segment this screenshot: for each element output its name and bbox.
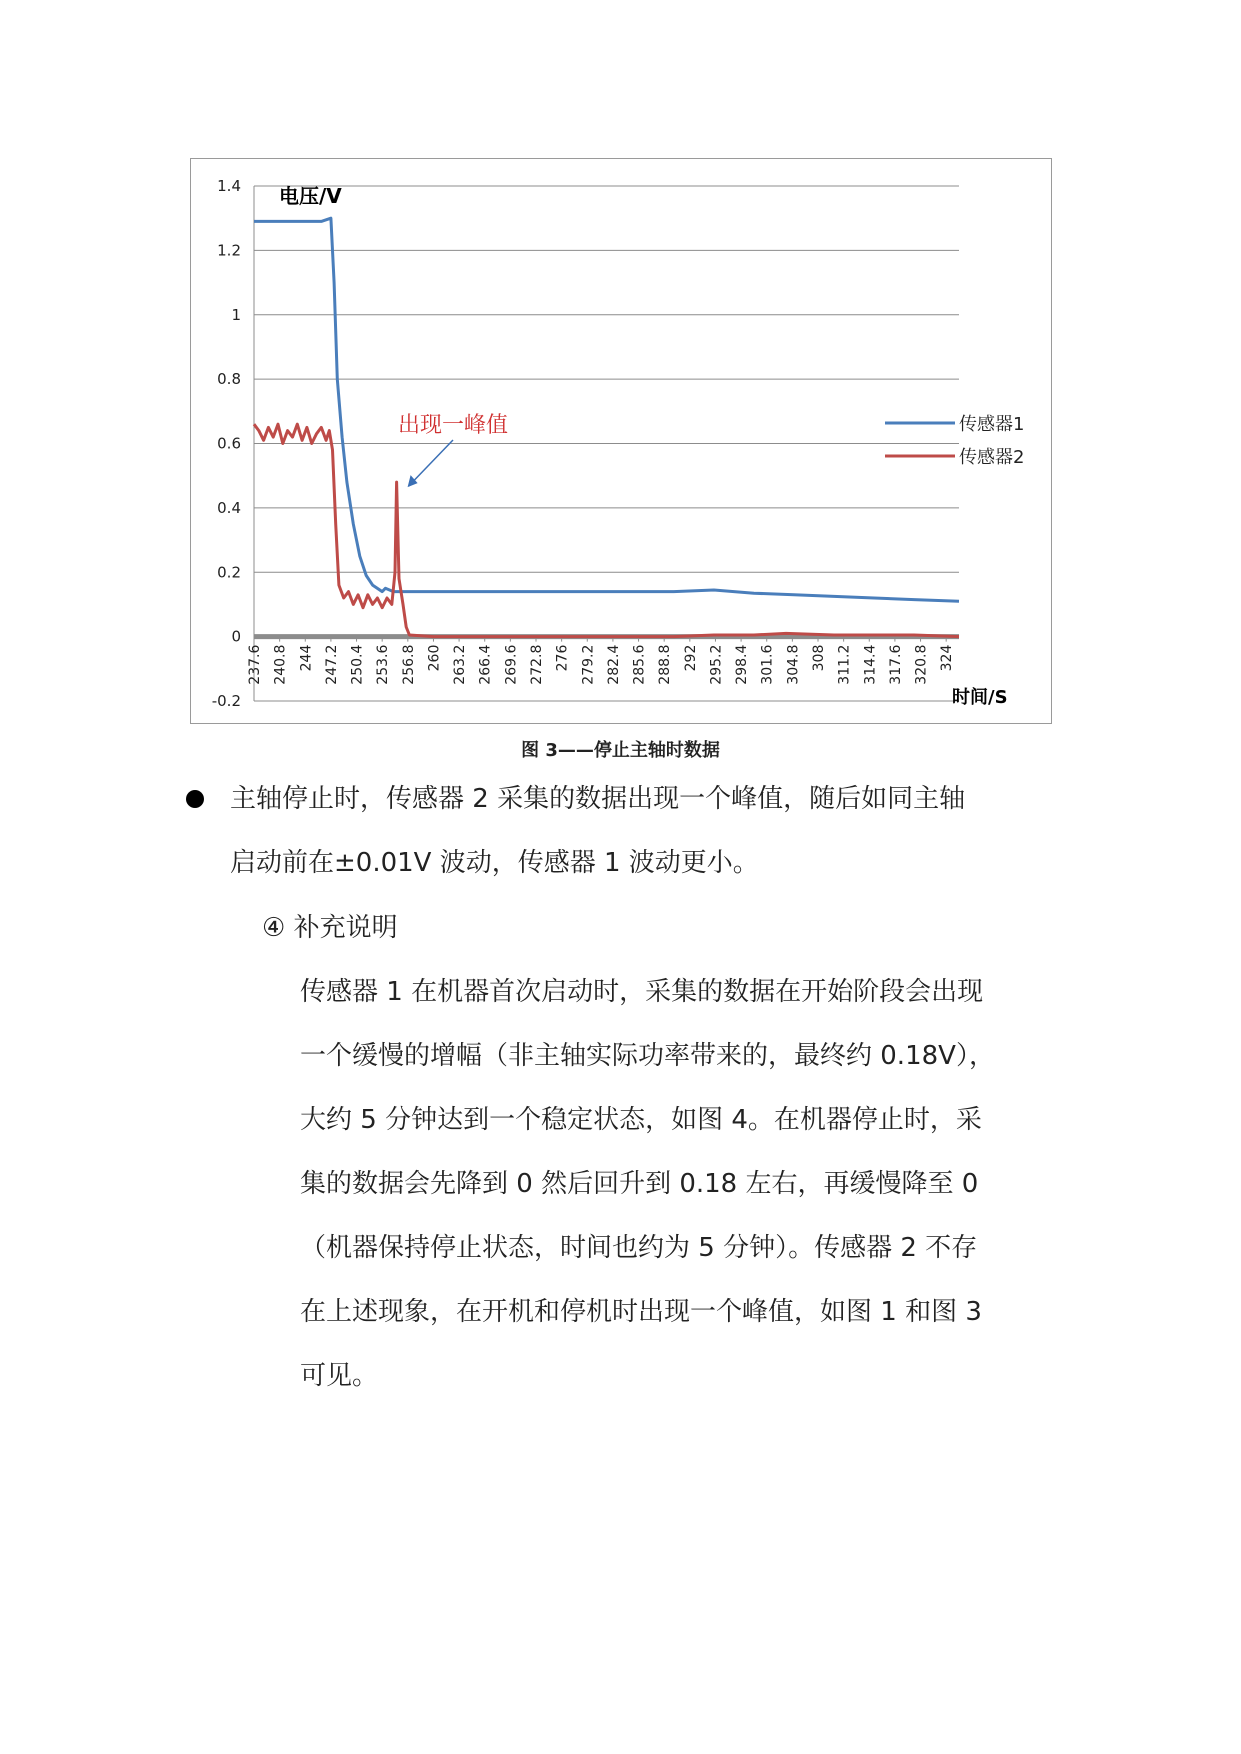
- annotation-arrow-line: [409, 440, 453, 486]
- x-tick-label: 304.8: [785, 644, 802, 685]
- y-tick-label: 1.2: [217, 241, 241, 260]
- x-tick-label: 240.8: [272, 644, 289, 685]
- x-tick-label: 237.6: [247, 644, 263, 685]
- x-tick-label: 266.4: [477, 644, 494, 685]
- series-line-2: [254, 424, 959, 636]
- y-tick-label: 1: [231, 305, 241, 324]
- body-line-4: 集的数据会先降到 0 然后回升到 0.18 左右，再缓慢降至 0: [300, 1169, 979, 1199]
- x-tick-label: 256.8: [400, 644, 417, 685]
- x-tick-label: 301.6: [759, 644, 776, 685]
- x-tick-label: 317.6: [887, 644, 904, 685]
- body-line-1: 传感器 1 在机器首次启动时，采集的数据在开始阶段会出现: [300, 977, 984, 1007]
- body-line-7: 可见。: [300, 1361, 379, 1391]
- x-tick-label: 247.2: [323, 644, 340, 685]
- bullet-line-1: 主轴停止时，传感器 2 采集的数据出现一个峰值，随后如同主轴: [230, 784, 966, 814]
- body-line-6: 在上述现象，在开机和停机时出现一个峰值，如图 1 和图 3: [300, 1297, 982, 1327]
- x-tick-label: 272.8: [529, 644, 545, 685]
- x-axis-title: 时间/S: [952, 687, 1008, 708]
- peak-annotation: 出现一峰值: [398, 413, 509, 438]
- y-tick-label: 1.4: [217, 177, 241, 195]
- y-tick-label: -0.2: [211, 692, 241, 710]
- x-tick-label: 308: [811, 644, 827, 672]
- annotation-arrowhead: [408, 475, 418, 487]
- y-tick-label: 0.4: [217, 498, 241, 517]
- x-tick-label: 253.6: [375, 644, 392, 685]
- figure-caption: 图 3——停止主轴时数据: [521, 740, 720, 761]
- x-tick-label: 314.4: [862, 644, 879, 685]
- body-line-5: （机器保持停止状态，时间也约为 5 分钟）。传感器 2 不存: [300, 1233, 978, 1263]
- x-tick-label: 279.2: [580, 644, 597, 685]
- x-tick-label: 263.2: [452, 644, 469, 685]
- x-tick-label: 285.6: [631, 644, 648, 685]
- y-tick-label: 0: [231, 627, 241, 646]
- bullet-icon: [186, 790, 204, 808]
- x-tick-label: 244: [298, 644, 315, 672]
- legend-label-2: 传感器2: [959, 447, 1025, 468]
- y-tick-label: 0.8: [217, 370, 241, 389]
- bullet-line-2: 启动前在±0.01V 波动，传感器 1 波动更小。: [230, 848, 759, 878]
- y-axis-title: 电压/V: [279, 184, 342, 208]
- x-tick-label: 311.2: [836, 644, 853, 685]
- chart-svg: [191, 159, 1053, 725]
- y-tick-label: 0.2: [217, 563, 241, 582]
- legend-label-1: 传感器1: [959, 414, 1025, 435]
- x-tick-label: 276: [554, 644, 571, 672]
- x-tick-label: 295.2: [708, 644, 725, 685]
- section-heading: ④ 补充说明: [262, 913, 398, 943]
- x-tick-label: 292: [682, 644, 699, 672]
- x-tick-label: 250.4: [349, 644, 366, 685]
- x-tick-label: 269.6: [503, 644, 520, 685]
- x-tick-label: 282.4: [605, 644, 622, 685]
- x-tick-label: 298.4: [734, 644, 751, 685]
- x-tick-label: 320.8: [913, 644, 930, 685]
- body-line-3: 大约 5 分钟达到一个稳定状态，如图 4。在机器停止时，采: [300, 1105, 982, 1135]
- x-tick-label: 324: [939, 644, 956, 672]
- body-line-2: 一个缓慢的增幅（非主轴实际功率带来的，最终约 0.18V），: [300, 1041, 995, 1071]
- series-line-1: [254, 218, 959, 601]
- voltage-chart: [190, 158, 1052, 724]
- x-tick-label: 260: [426, 644, 443, 672]
- y-tick-label: 0.6: [217, 434, 241, 453]
- x-tick-label: 288.8: [657, 644, 674, 685]
